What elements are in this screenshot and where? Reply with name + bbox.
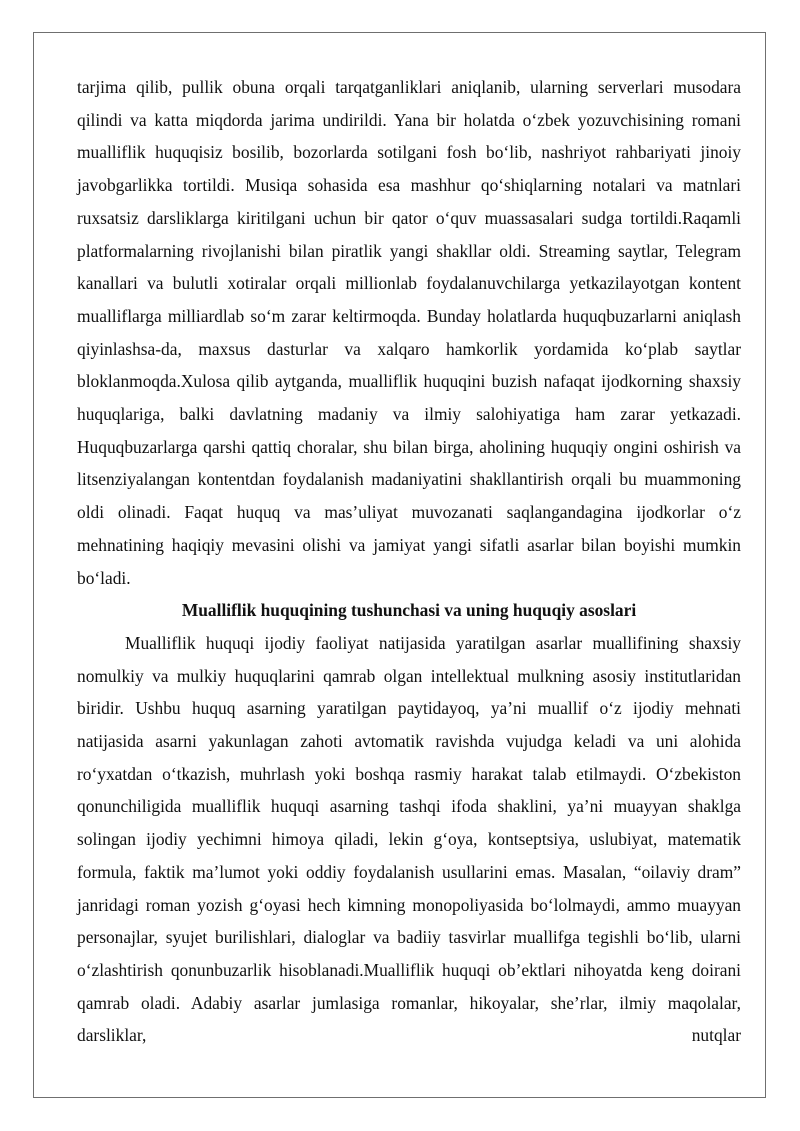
body-paragraph-continued: Mualliflik huquqi ijodiy faoliyat natijasida yaratilgan asarlar muallifining shaxsiy nomulkiy va mulkiy huquqlarini qamrab olgan intellektual mulkning asosiy institutlaridan biridir. Ushbu huquq asarning yaratilgan paytidayoq, ya’ni muallif o‘z ijodiy mehnati natijasida asarni yakunlagan zahoti avtomatik ravishda vujudga keladi va uni alohida ro‘yxatdan o‘tkazish, muhrlash yoki boshqa rasmiy harakat talab etilmaydi. O‘zbekiston qonunchiligida mualliflik huquqi asarning tashqi ifoda shaklini, ya’ni muayyan shaklga solingan ijodiy yechimni himoya qiladi, lekin g‘oya, kontseptsiya, uslubiyat, matematik formula, faktik ma’lumot yoki oddiy foydalanish usullarini emas. Masalan, “oilaviy dram” janridagi roman yozish g‘oyasi hech kimning monopoliyasida bo‘lolmaydi, ammo muayyan personajlar, syujet burilishlari, dialoglar va badiiy tasvirlar muallifga tegishli bo‘lib, ularni o‘zlashtirish qonunbuzarlik hisoblanadi.Mualliflik huquqi ob’ektlari nihoyatda keng doirani qamrab oladi. Adabiy asarlar jumlasiga romanlar, hikoyalar, she’rlar, ilmiy maqolalar, darsliklar, nutqlar xyxy=(77,632,741,1046)
document-body xyxy=(77,71,741,1052)
section-heading: Mualliflik huquqining tushunchasi va uning huquqiy asoslari xyxy=(181,600,637,621)
body-paragraph: tarjima qilib, pullik obuna orqali tarqatganliklari aniqlanib, ularning serverlari musodara qilindi va katta miqdorda jarima undirildi. Yana bir holatda o‘zbek yozuvchisining romani mualliflik huquqisiz bosilib, bozorlarda sotilgani fosh bo‘lib, nashriyot rahbariyati jinoiy javobgarlikka tortildi. Musiqa sohasida esa mashhur qo‘shiqlarning notalari va matnlari ruxsatsiz darsliklarga kiritilgani uchun bir qator o‘quv muassasalari sudga tortildi.Raqamli platformalarning rivojlanishi bilan piratlik yangi shakllar oldi. Streaming saytlar, Telegram kanallari va bulutli xotiralar orqali millionlab foydalanuvchilarga yetkazilayotgan kontent mualliflarga milliardlab so‘m zarar keltirmoqda. Bunday holatlarda huquqbuzarlarni aniqlash qiyinlashsa-da, maxsus dasturlar va xalqaro hamkorlik yordamida ko‘plab saytlar bloklanmoqda.Xulosa qilib aytganda, mualliflik huquqini buzish nafaqat ijodkorning shaxsiy huquqlariga, balki davlatning madaniy va ilmiy salohiyatiga ham zarar yetkazadi. Huquqbuzarlarga qarshi qattiq choralar, shu bilan birga, aholining huquqiy ongini oshirish va litsenziyalangan kontentdan foydalanish madaniyatini shakllantirish orqali bu muammoning oldi olinadi. Faqat huquq va mas’uliyat muvozanati saqlangandagina ijodkorlar o‘z mehnatining haqiqiy mevasini olishi va jamiyat yangi sifatli asarlar bilan boyishi mumkin bo‘ladi. xyxy=(77,77,741,588)
